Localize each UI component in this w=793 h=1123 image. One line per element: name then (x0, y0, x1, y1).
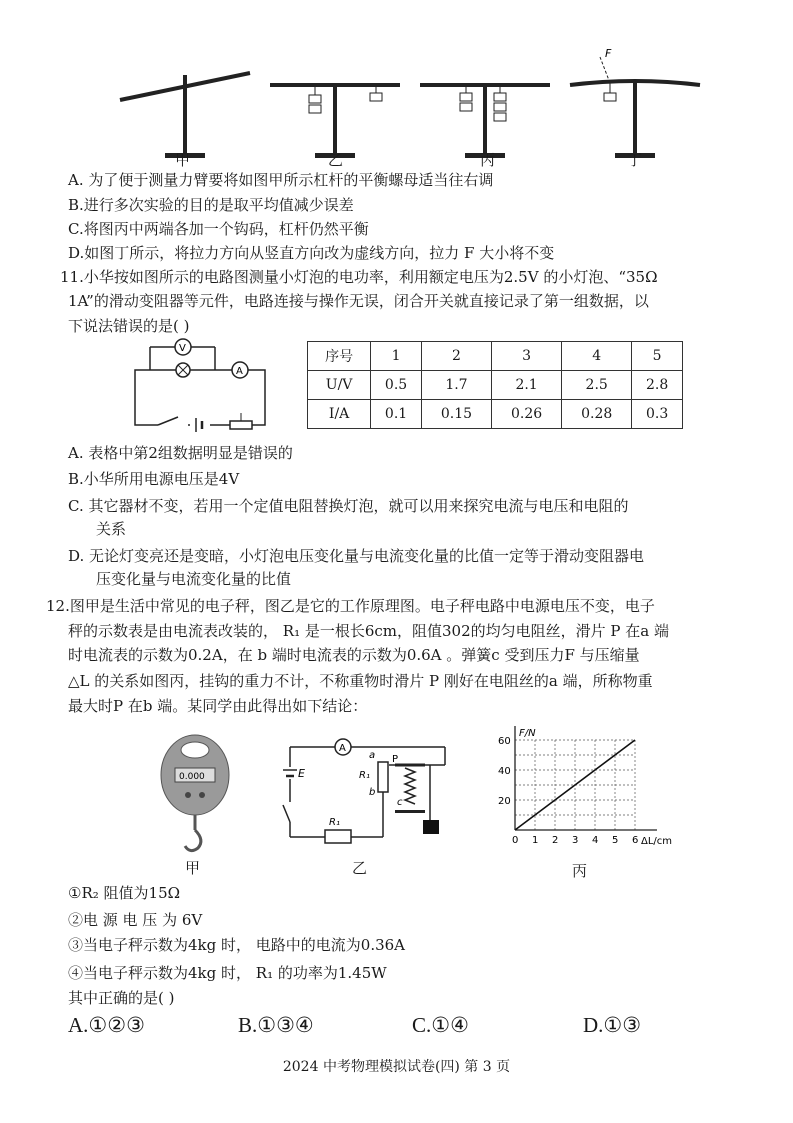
table-cell: 2.1 (492, 371, 562, 400)
x-tick-label: 3 (572, 835, 579, 846)
q11-option-c-1: C. 其它器材不变，若用一个定值电阻替换灯泡，就可以用来探究电流与电压和电阻的 (68, 497, 629, 515)
q12-conclusion-4: ④当电子秤示数为4kg 时， R₁ 的功率为1.45W (68, 964, 387, 982)
ammeter-label-2: A (339, 743, 346, 754)
table-cell: U/V (308, 371, 371, 400)
y-axis-label: F/N (519, 728, 536, 739)
choice-d: D.①③ (583, 1013, 642, 1037)
table-cell: 4 (562, 342, 632, 371)
end-b-label: b (369, 787, 376, 798)
table-cell: 0.15 (421, 400, 491, 429)
q10-option-a: A. 为了便于测量力臂要将如图甲所示杠杆的平衡螺母适当往右调 (68, 171, 494, 189)
choice-b: B.①③④ (238, 1013, 314, 1037)
lever-caption-ding: 丁 (627, 151, 643, 169)
y-tick-label: 60 (498, 736, 511, 747)
lever-ding (570, 47, 700, 158)
table-cell: 2.8 (632, 371, 683, 400)
q12-stem-4: △L 的关系如图丙，挂钩的重力不计，不称重物时滑片 P 刚好在电阻丝的a 端，所称物重 (68, 672, 653, 690)
voltmeter-label: V (179, 343, 186, 354)
y-tick-label: 40 (498, 766, 511, 777)
table-cell: 0.3 (632, 400, 683, 429)
lever-caption-bing: 丙 (480, 151, 496, 169)
lever-figures (110, 45, 710, 173)
q11-option-a: A. 表格中第2组数据明显是错误的 (68, 444, 293, 462)
force-compression-chart (485, 722, 675, 850)
q10-option-d: D.如图丁所示，将拉力方向从竖直方向改为虚线方向，拉力 F 大小将不变 (68, 244, 555, 262)
x-tick-label: 0 (512, 835, 519, 846)
x-tick-label: 1 (532, 835, 539, 846)
lever-jia (120, 73, 250, 158)
q12-stem-1: 12.图甲是生活中常见的电子秤，图乙是它的工作原理图。电子秤电路中电源电压不变，电子 (46, 597, 655, 615)
x-tick-label: 4 (592, 835, 599, 846)
lever-bing (420, 85, 550, 158)
q11-stem-3: 下说法错误的是( ) (68, 317, 190, 335)
table-row (308, 342, 683, 371)
q11-option-b: B.小华所用电源电压是4V (68, 470, 240, 488)
x-tick-label: 2 (552, 835, 559, 846)
q12-caption-jia: 甲 (185, 859, 201, 877)
q12-stem-3: 时电流表的示数为0.2A，在 b 端时电流表的示数为0.6A 。弹簧c 受到压力F 与压缩量 (68, 646, 640, 664)
end-a-label: a (369, 750, 376, 761)
q11-option-d-2: 压变化量与电流变化量的比值 (96, 570, 292, 588)
x-tick-label: 6 (632, 835, 639, 846)
table-cell: I/A (308, 400, 371, 429)
q12-conclusion-2: ②电 源 电 压 为 6V (68, 911, 203, 929)
table-cell: 1.7 (421, 371, 491, 400)
table-row (308, 371, 683, 400)
q11-option-c-2: 关系 (96, 520, 127, 538)
spring-label: c (397, 797, 403, 808)
choice-a: A.①②③ (68, 1013, 145, 1037)
y-tick-label: 20 (498, 796, 511, 807)
table-cell: 0.5 (371, 371, 422, 400)
q11-stem-1: 11.小华按如图所示的电路图测量小灯泡的电功率，利用额定电压为2.5V 的小灯泡、“35Ω (60, 268, 658, 286)
ammeter-label: A (236, 366, 243, 377)
scale-display: 0.000 (179, 772, 205, 782)
q12-conclusion-1: ①R₂ 阻值为15Ω (68, 884, 181, 902)
q11-stem-2: 1A”的滑动变阻器等元件，电路连接与操作无误，闭合开关就直接记录了第一组数据，以 (68, 292, 649, 310)
battery-label: E (298, 767, 305, 780)
x-tick-label: 5 (612, 835, 619, 846)
table-cell: 0.1 (371, 400, 422, 429)
lever-yi (270, 85, 400, 158)
page-footer: 2024 中考物理模拟试卷(四) 第 3 页 (282, 1059, 511, 1075)
q11-option-d-1: D. 无论灯变亮还是变暗，小灯泡电压变化量与电流变化量的比值一定等于滑动变阻器电 (68, 547, 645, 565)
lever-caption-jia: 甲 (175, 151, 191, 169)
force-label: F (605, 47, 612, 60)
slider-label: P (392, 754, 399, 765)
electronic-scale-image (150, 730, 240, 860)
table-cell: 3 (492, 342, 562, 371)
q12-conclusion-3: ③当电子秤示数为4kg 时， 电路中的电流为0.36A (68, 936, 406, 954)
x-axis-label: ΔL/cm (641, 836, 673, 847)
table-row (308, 400, 683, 429)
table-cell: 5 (632, 342, 683, 371)
q12-ask: 其中正确的是( ) (68, 989, 175, 1007)
table-cell: 序号 (308, 342, 371, 371)
q12-circuit-diagram (280, 732, 455, 857)
table-cell: 0.28 (562, 400, 632, 429)
q11-circuit-diagram (130, 335, 275, 435)
table-cell: 2.5 (562, 371, 632, 400)
q12-caption-yi: 乙 (352, 859, 368, 877)
q12-caption-bing: 丙 (572, 862, 588, 880)
table-cell: 0.26 (492, 400, 562, 429)
q12-stem-2: 秤的示数表是由电流表改装的， R₁ 是一根长6cm，阻值302的均匀电阻丝，滑片 P 在a 端 (68, 622, 669, 640)
r2-label: R₁ (329, 817, 340, 828)
table-cell: 2 (421, 342, 491, 371)
q11-data-table (307, 341, 683, 429)
r1-label: R₁ (359, 770, 370, 781)
q12-stem-5: 最大时P 在b 端。某同学由此得出如下结论： (68, 697, 368, 715)
lever-caption-yi: 乙 (328, 151, 344, 169)
table-cell: 1 (371, 342, 422, 371)
q10-option-c: C.将图丙中两端各加一个钩码，杠杆仍然平衡 (68, 220, 369, 238)
choice-c: C.①④ (412, 1013, 469, 1037)
q10-option-b: B.进行多次实验的目的是取平均值减少误差 (68, 196, 354, 214)
